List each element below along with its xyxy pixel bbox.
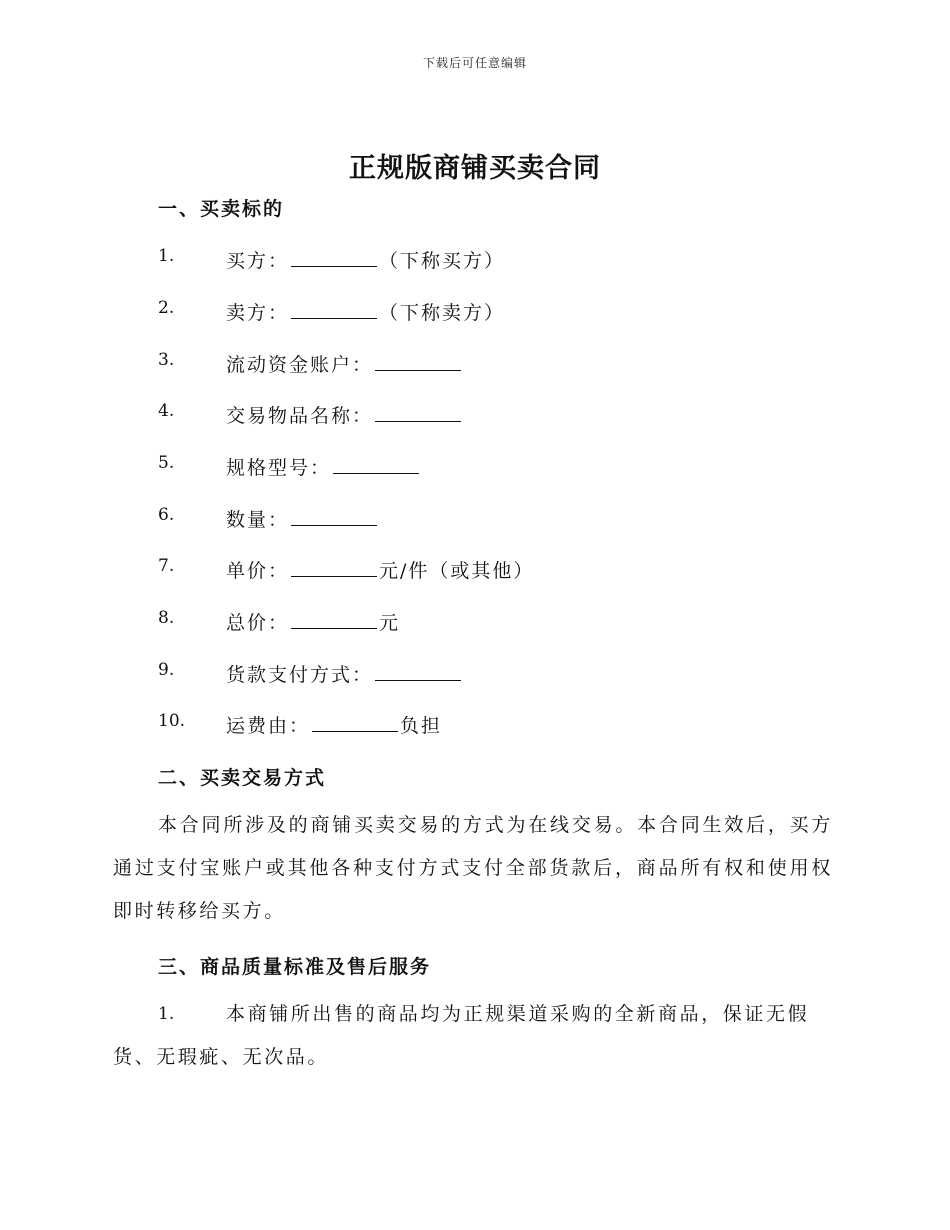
section-heading-3: 三、商品质量标准及售后服务	[158, 956, 432, 978]
item-label: 流动资金账户：	[226, 354, 374, 376]
fill-blank	[333, 453, 419, 474]
item-label: 买方：	[226, 250, 290, 272]
item-number: 9.	[158, 660, 175, 680]
document-title: 正规版商铺买卖合同	[349, 153, 601, 184]
fill-blank	[291, 608, 377, 629]
section-heading-1: 一、买卖标的	[158, 198, 285, 220]
item-suffix: 元/件（或其他）	[379, 560, 535, 582]
item-suffix: （下称卖方）	[379, 302, 506, 324]
item-label: 单价：	[226, 560, 290, 582]
item-number: 8.	[158, 608, 175, 628]
fill-blank	[291, 556, 377, 577]
fill-blank	[291, 505, 377, 526]
item-number: 7.	[158, 556, 175, 576]
fill-blank	[291, 246, 377, 267]
item-suffix: 元	[379, 612, 401, 634]
item-label: 交易物品名称：	[226, 405, 374, 427]
fill-blank	[375, 350, 461, 371]
item-number: 3.	[158, 350, 175, 370]
item-number: 6.	[158, 505, 175, 525]
item-number: 1.	[158, 246, 175, 266]
item-label: 规格型号：	[226, 457, 332, 479]
item-label: 货款支付方式：	[226, 664, 374, 686]
item-label: 数量：	[226, 509, 290, 531]
item-label: 卖方：	[226, 302, 290, 324]
list-item	[113, 993, 833, 1079]
item-number: 1.	[158, 1004, 175, 1024]
item-label: 运费由：	[226, 715, 311, 737]
item-suffix: 负担	[400, 715, 443, 737]
item-number: 2.	[158, 298, 175, 318]
fill-blank	[375, 660, 461, 681]
fill-blank	[291, 298, 377, 319]
fill-blank	[375, 401, 461, 422]
item-text: 本商铺所出售的商品均为正规渠道采购的全新商品，保证无假货、无瑕疵、无次品。	[113, 1003, 810, 1068]
item-suffix: （下称买方）	[379, 250, 506, 272]
fill-blank	[312, 711, 398, 732]
item-label: 总价：	[226, 612, 290, 634]
item-number: 5.	[158, 453, 175, 473]
section-heading-2: 二、买卖交易方式	[158, 767, 327, 789]
section-paragraph: 本合同所涉及的商铺买卖交易的方式为在线交易。本合同生效后，买方通过支付宝账户或其他各种支付方式支付全部货款后，商品所有权和使用权即时转移给买方。	[113, 814, 833, 922]
item-number: 4.	[158, 401, 175, 421]
item-number: 10.	[158, 711, 186, 731]
header-note: 下载后可任意编辑	[422, 56, 527, 70]
